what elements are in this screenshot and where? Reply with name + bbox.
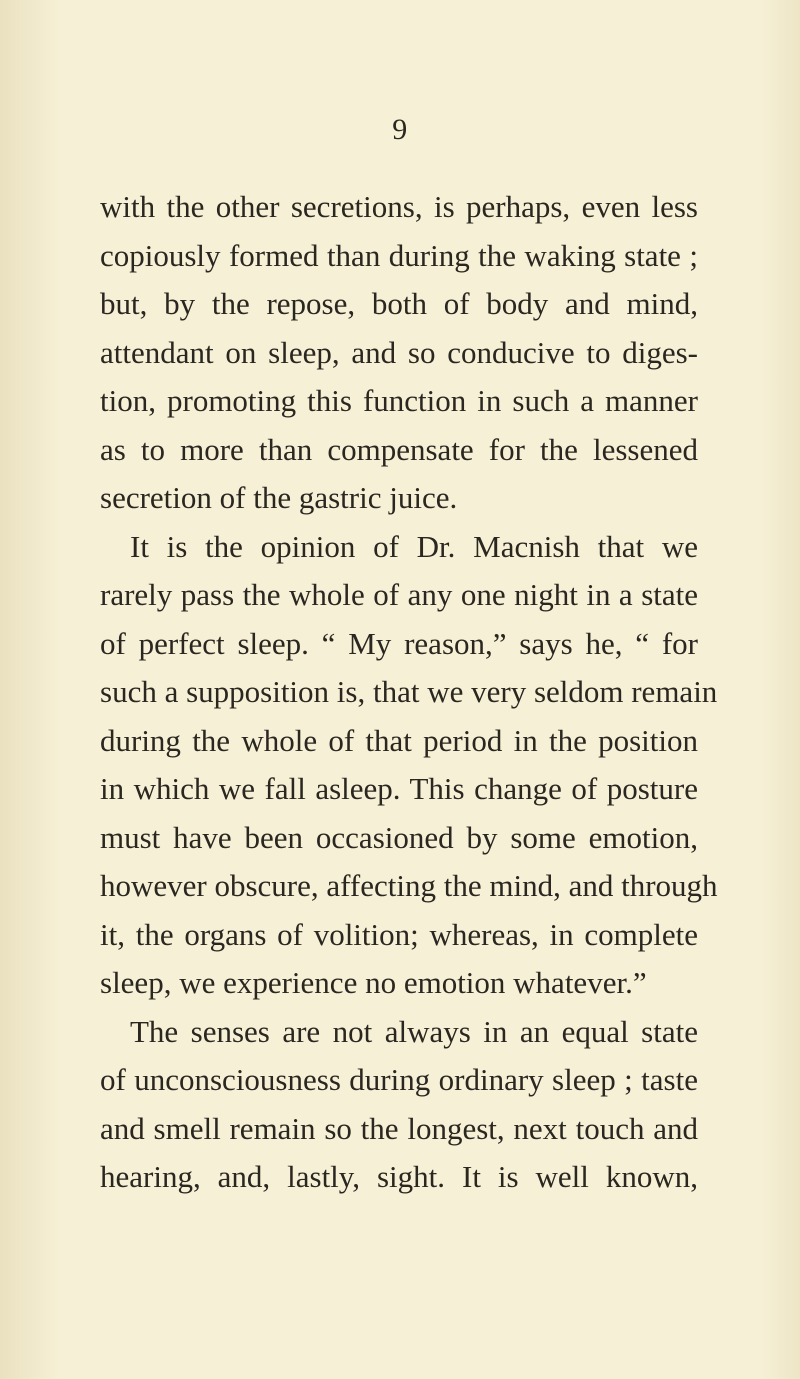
page-number: 9 xyxy=(392,113,408,146)
text-line: but, by the repose, both of body and mind, xyxy=(100,286,698,321)
text-line: and smell remain so the longest, next touch and xyxy=(100,1110,698,1146)
text-line: It is the opinion of Dr. Macnish that we xyxy=(130,528,698,564)
text-line: such a supposition is, that we very seldom remain xyxy=(100,674,718,709)
text-line: however obscure, affecting the mind, and through xyxy=(100,868,718,903)
text-line: as to more than compensate for the lessened xyxy=(100,431,698,467)
text-line: copiously formed than during the waking state ; xyxy=(100,237,698,273)
text-line: secretion of the gastric juice. xyxy=(100,480,458,515)
text-line: hearing, and, lastly, sight. It is well known, xyxy=(100,1159,698,1194)
text-line: sleep, we experience no emotion whatever.” xyxy=(100,965,647,1000)
text-line: rarely pass the whole of any one night in a state xyxy=(100,577,698,612)
text-line: tion, promoting this function in such a manner xyxy=(100,383,698,418)
text-line: must have been occasioned by some emotion, xyxy=(100,819,698,855)
text-line: The senses are not always in an equal state xyxy=(130,1013,698,1049)
body-text xyxy=(100,183,718,1202)
text-line: attendant on sleep, and so conducive to diges- xyxy=(100,334,698,370)
text-line: during the whole of that period in the position xyxy=(100,722,698,758)
text-line: it, the organs of volition; whereas, in complete xyxy=(100,916,698,952)
text-line: of perfect sleep. “ My reason,” says he, “ for xyxy=(100,625,698,661)
text-line: of unconsciousness during ordinary sleep ; taste xyxy=(100,1062,698,1097)
text-line: in which we fall asleep. This change of posture xyxy=(100,771,698,806)
text-line: with the other secretions, is perhaps, even less xyxy=(100,189,698,224)
